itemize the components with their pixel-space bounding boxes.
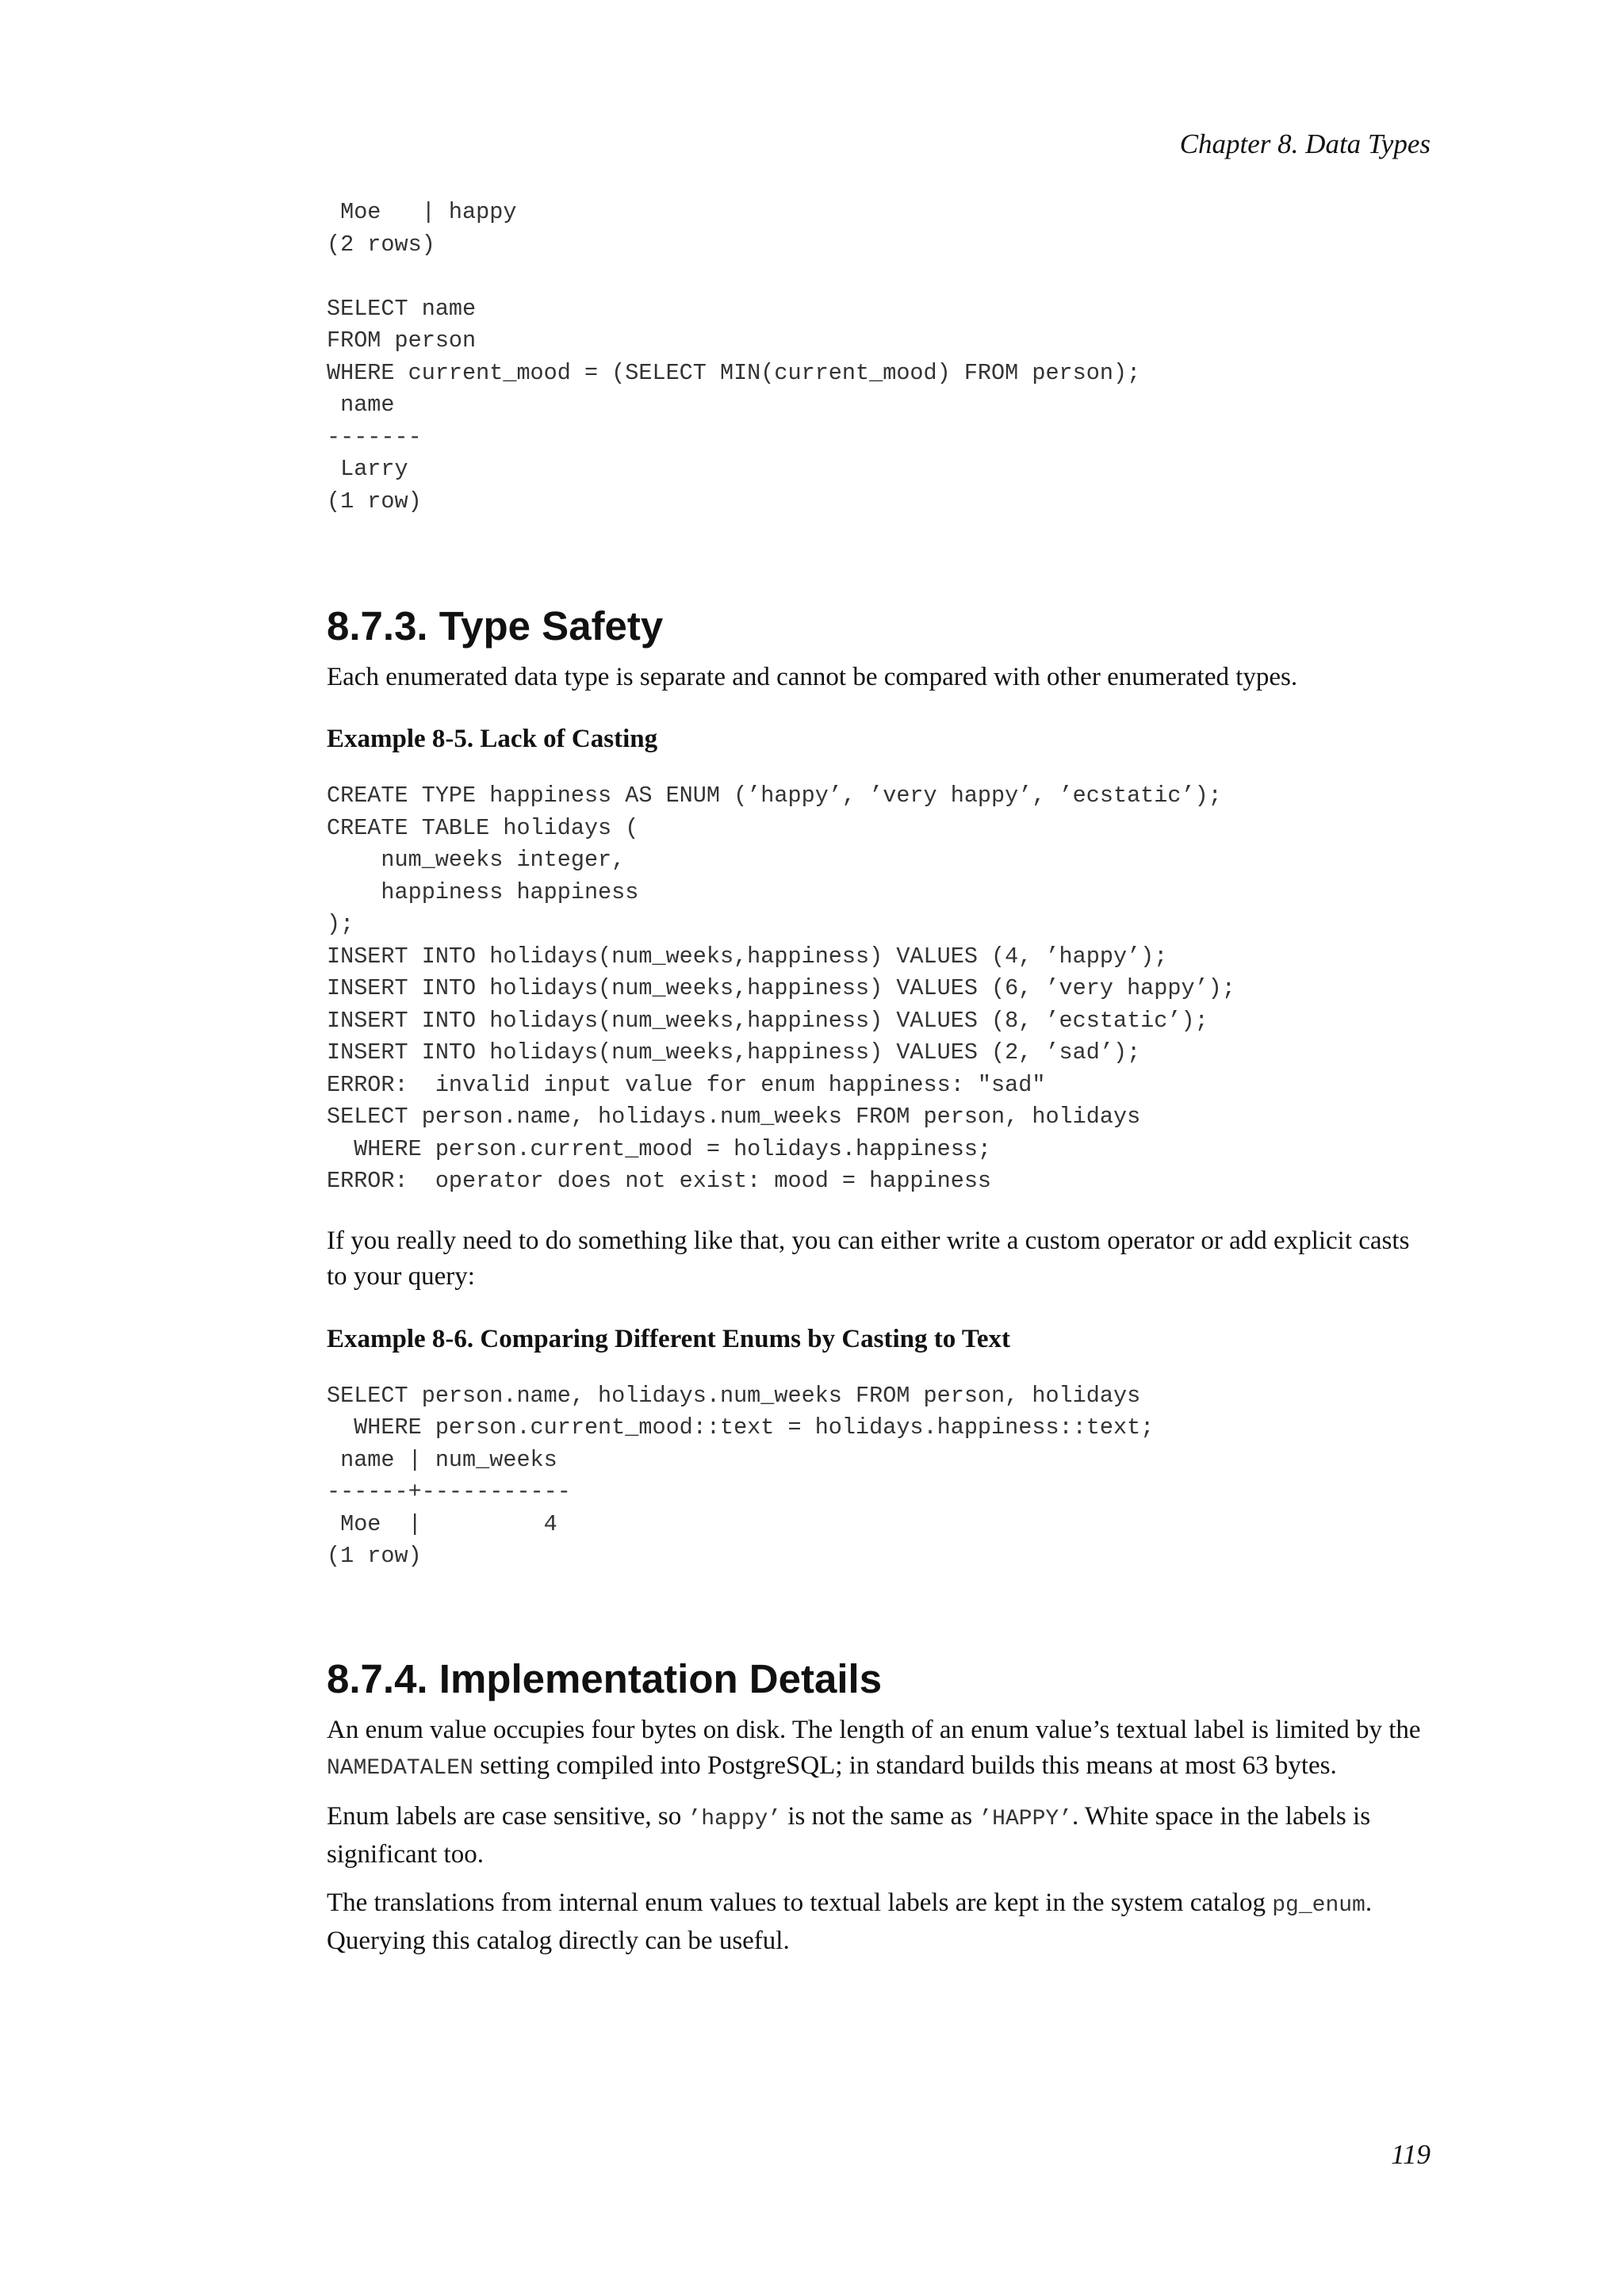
page-number: 119: [1391, 2139, 1431, 2170]
inline-code-pg-enum: pg_enum: [1272, 1892, 1365, 1918]
example-title-8-5: Example 8-5. Lack of Casting: [327, 725, 658, 753]
inline-code-happy-upper: ’HAPPY’: [979, 1806, 1072, 1831]
paragraph-pg-enum: [327, 1885, 1431, 1959]
code-block-example-8-6: SELECT person.name, holidays.num_weeks FROM person, holidays WHERE person.current_mood::text = holidays.happiness::text; name | num_weeks ------+----------- Moe | 4 (1 row): [327, 1382, 1155, 1569]
paragraph-text: . Querying this catalog directly can be useful.: [327, 1888, 1373, 1955]
paragraph-explicit-casts: If you really need to do something like that, you can either write a custom operator or add explicit casts to your query:: [327, 1226, 1410, 1291]
section-title-type-safety: 8.7.3. Type Safety: [327, 603, 664, 649]
paragraph-text: Enum labels are case sensitive, so: [327, 1801, 688, 1831]
page-content: [327, 197, 1431, 1959]
paragraph-text: . White space in the labels is significant too.: [327, 1801, 1371, 1869]
code-block-example-8-5: CREATE TYPE happiness AS ENUM (’happy’, ’very happy’, ’ecstatic’); CREATE TABLE holidays ( num_weeks integer, happiness happiness ); INSERT INTO holidays(num_weeks,happiness) VALUES (4, ’happy’); INSERT INTO holidays(num_weeks,happiness) VALUES (6, ’very happy’); INSERT INTO holidays(num_weeks,happiness) VALUES (8, ’ecstatic’); INSERT INTO holidays(num_weeks,happiness) VALUES (2, ’sad’); ERROR: invalid input value for enum happiness: "sad" SELECT person.name, holidays.num_weeks FROM person, holidays WHERE person.current_mood = holidays.happiness; ERROR: operator does not exist: mood = happiness: [327, 783, 1235, 1194]
running-header: Chapter 8. Data Types: [1179, 128, 1431, 159]
inline-code-happy-lower: ’happy’: [688, 1806, 782, 1831]
paragraph-case-sensitive: [327, 1799, 1431, 1873]
paragraph-text: is not the same as: [781, 1801, 979, 1831]
paragraph-text: An enum value occupies four bytes on disk. The length of an enum value’s textual label is limited by the: [327, 1715, 1421, 1744]
paragraph-type-safety: Each enumerated data type is separate and cannot be compared with other enumerated types.: [327, 663, 1298, 691]
inline-code-namedatalen: NAMEDATALEN: [327, 1755, 473, 1781]
section-title-implementation-details: 8.7.4. Implementation Details: [327, 1655, 883, 1701]
paragraph-text: setting compiled into PostgreSQL; in standard builds this means at most 63 bytes.: [473, 1751, 1337, 1780]
paragraph-enum-storage: [327, 1712, 1431, 1786]
code-block-query-results: Moe | happy (2 rows) SELECT name FROM person WHERE current_mood = (SELECT MIN(current_mood) FROM person); name ------- Larry (1 row): [327, 199, 1141, 515]
document-page: [327, 0, 1431, 2296]
example-title-8-6: Example 8-6. Comparing Different Enums by Casting to Text: [327, 1324, 1011, 1353]
paragraph-text: The translations from internal enum values to textual labels are kept in the system catalog: [327, 1888, 1273, 1917]
